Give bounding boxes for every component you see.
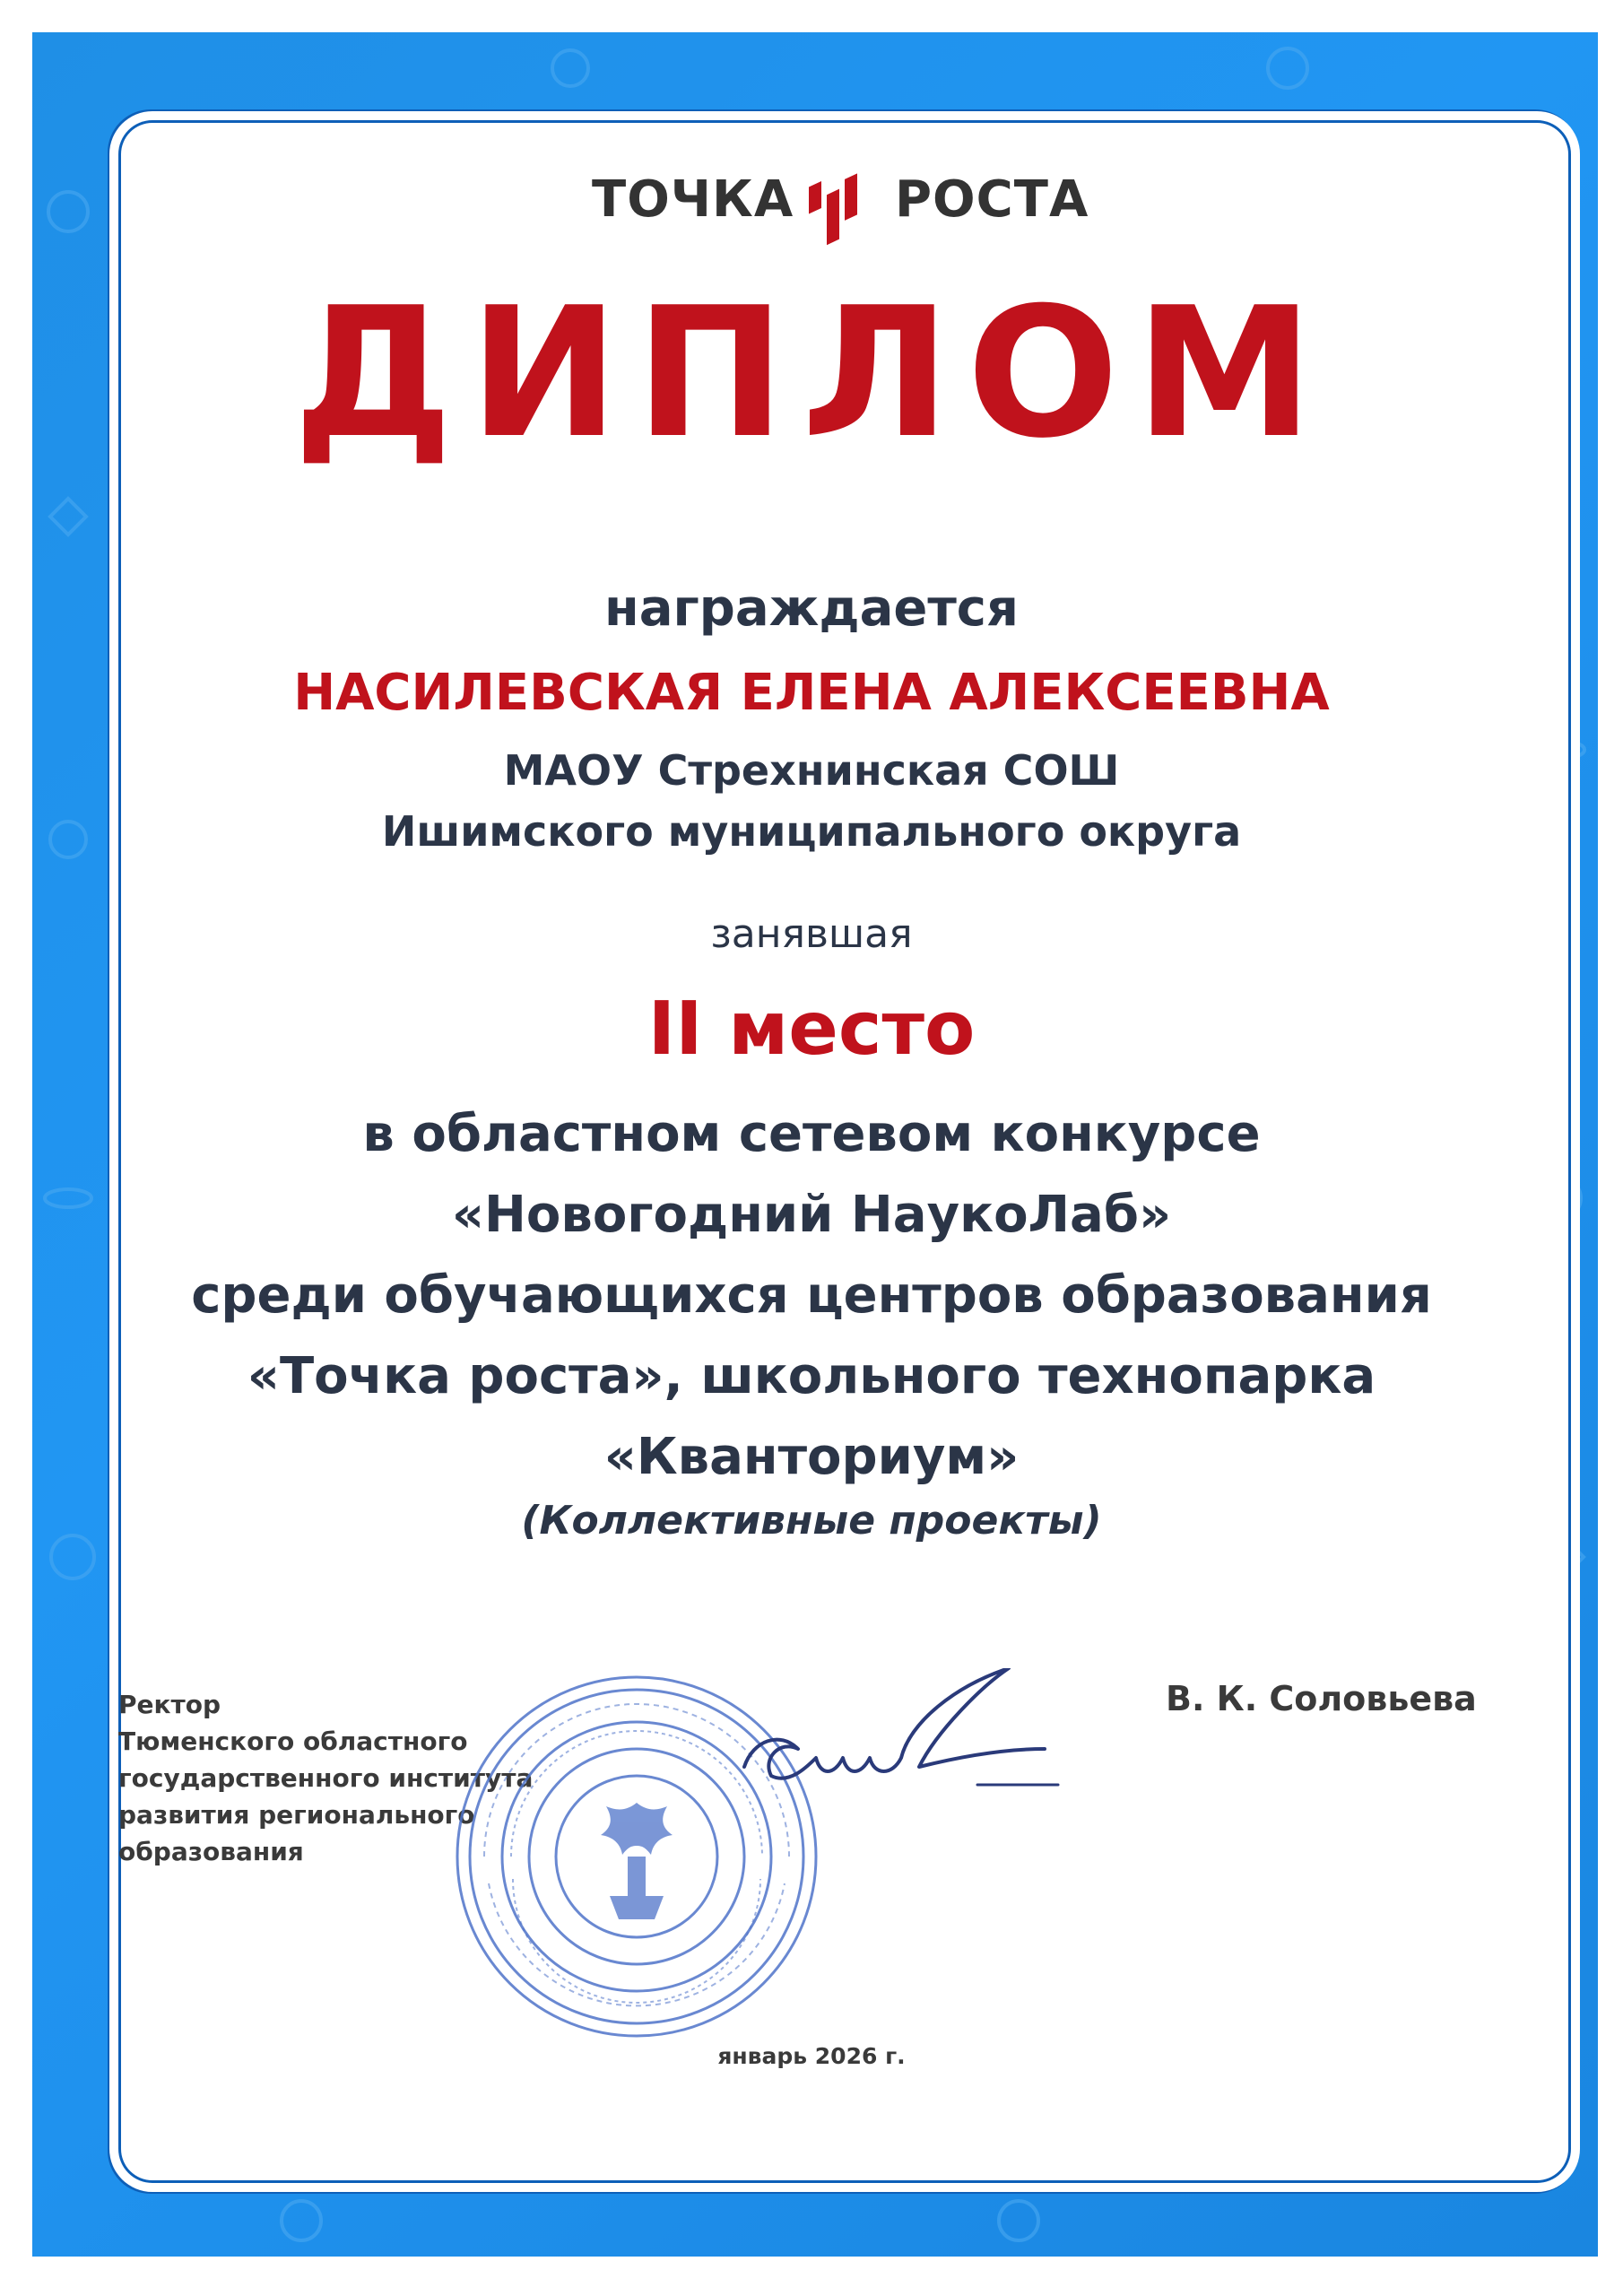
category-label: (Коллективные проекты) xyxy=(521,1498,1102,1544)
place-label: II место xyxy=(647,987,976,1072)
sprout-icon xyxy=(794,149,884,248)
tochka-rosta-logo xyxy=(592,149,1094,248)
signatory-line-4: развития регионального xyxy=(118,1800,475,1830)
contest-line-3: среди обучающихся центров образования xyxy=(191,1266,1432,1325)
signatory-name: В. К. Соловьева xyxy=(1166,1679,1477,1718)
taken-label: занявшая xyxy=(710,911,913,957)
eagle-emblem xyxy=(601,1803,673,1919)
contest-line-4: «Точка роста», школьного технопарка xyxy=(247,1347,1376,1405)
district-name: Ишимского муниципального округа xyxy=(381,807,1242,856)
signatory-line-2: Тюменского областного xyxy=(118,1726,468,1756)
award-intro: награждается xyxy=(604,579,1019,638)
diploma-title: ДИПЛОМ xyxy=(292,269,1331,478)
handwritten-signature xyxy=(717,1668,1112,1830)
logo-right-word: РОСТА xyxy=(895,170,1089,229)
signatory-line-5: образования xyxy=(118,1837,304,1866)
contest-line-2: «Новогодний НаукоЛаб» xyxy=(451,1186,1172,1244)
signatory-line-1: Ректор xyxy=(118,1690,221,1719)
school-name: МАОУ Стрехнинская СОШ xyxy=(503,746,1120,795)
contest-line-5: «Кванториум» xyxy=(603,1428,1020,1486)
contest-line-1: в областном сетевом конкурсе xyxy=(362,1105,1261,1163)
issue-date: январь 2026 г. xyxy=(717,2043,906,2069)
signatory-line-3: государственного института xyxy=(118,1763,534,1793)
logo-left-word: ТОЧКА xyxy=(592,170,794,229)
awardee-name: НАСИЛЕВСКАЯ ЕЛЕНА АЛЕКСЕЕВНА xyxy=(293,664,1330,722)
